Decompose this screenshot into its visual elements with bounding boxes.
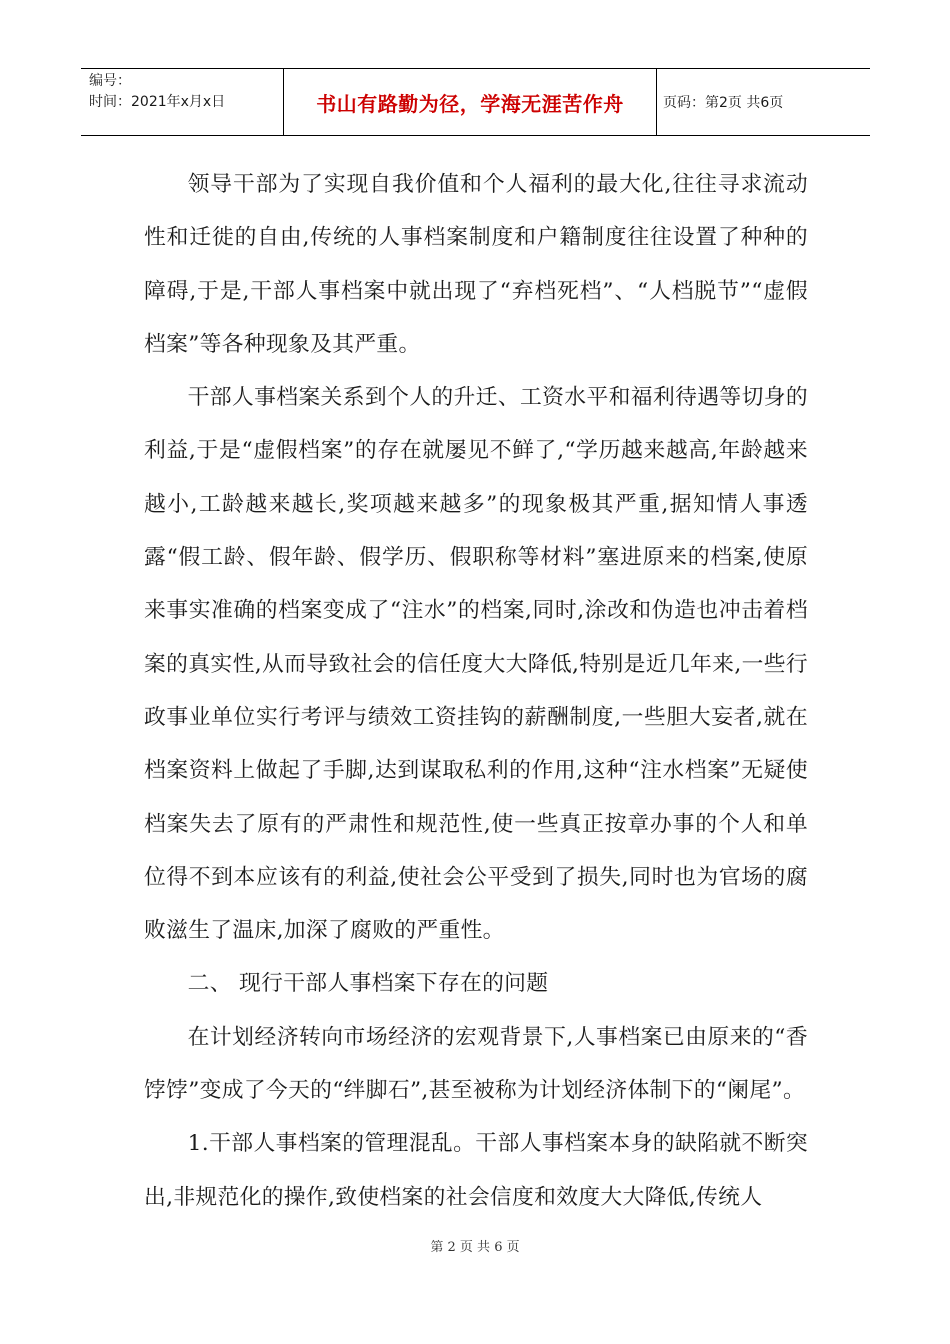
- paragraph: 在计划经济转向市场经济的宏观背景下,人事档案已由原来的“香饽饽”变成了今天的“绊脚石”,甚至被称为计划经济体制下的“阑尾”。: [144, 1024, 808, 1104]
- motto-text: 书山有路勤为径，学海无涯苦作舟: [316, 91, 624, 116]
- page-footer: 第 2 页 共 6 页: [430, 1240, 520, 1255]
- paragraph: 干部人事档案关系到个人的升迁、工资水平和福利待遇等切身的利益,于是“虚假档案”的存在就屡见不鲜了,“学历越来越高,年龄越来越小,工龄越来越长,奖项越来越多”的现象极其严重,据知情人事透露“假工龄、假年龄、假学历、假职称等材料”塞进原来的档案,使原来事实准确的档案变成了“注水”的档案,同时,涂改和伪造也冲击着档案的真实性,从而导致社会的信任度大大降低,特别是近几年来,一些行政事业单位实行考评与绩效工资挂钩的薪酬制度,一些胆大妄者,就在档案资料上做起了手脚,达到谋取私利的作用,这种“注水档案”无疑使档案失去了原有的严肃性和规范性,使一些真正按章办事的个人和单位得不到本应该有的利益,使社会公平受到了损失,同时也为官场的腐败滋生了温床,加深了腐败的严重性。: [144, 385, 808, 944]
- page-info: 页码：第2页 共6页: [663, 95, 784, 111]
- document-body: [144, 158, 808, 1224]
- page-info-cell: [657, 69, 870, 135]
- document-header: [81, 68, 870, 136]
- number-label: 编号：: [89, 73, 131, 89]
- paragraph: 1.干部人事档案的管理混乱。干部人事档案本身的缺陷就不断突出,非规范化的操作,致使档案的社会信度和效度大大降低,传统人: [144, 1131, 808, 1210]
- section-heading: 二、 现行干部人事档案下存在的问题: [187, 971, 549, 997]
- header-info-cell: [81, 69, 283, 135]
- time-label: 时间：2021年x月x日: [89, 94, 226, 110]
- motto-cell: [283, 69, 657, 135]
- paragraph: 领导干部为了实现自我价值和个人福利的最大化,往往寻求流动性和迁徙的自由,传统的人事档案制度和户籍制度往往设置了种种的障碍,于是,干部人事档案中就出现了“弃档死档”、“人档脱节”“虚假档案”等各种现象及其严重。: [144, 172, 808, 357]
